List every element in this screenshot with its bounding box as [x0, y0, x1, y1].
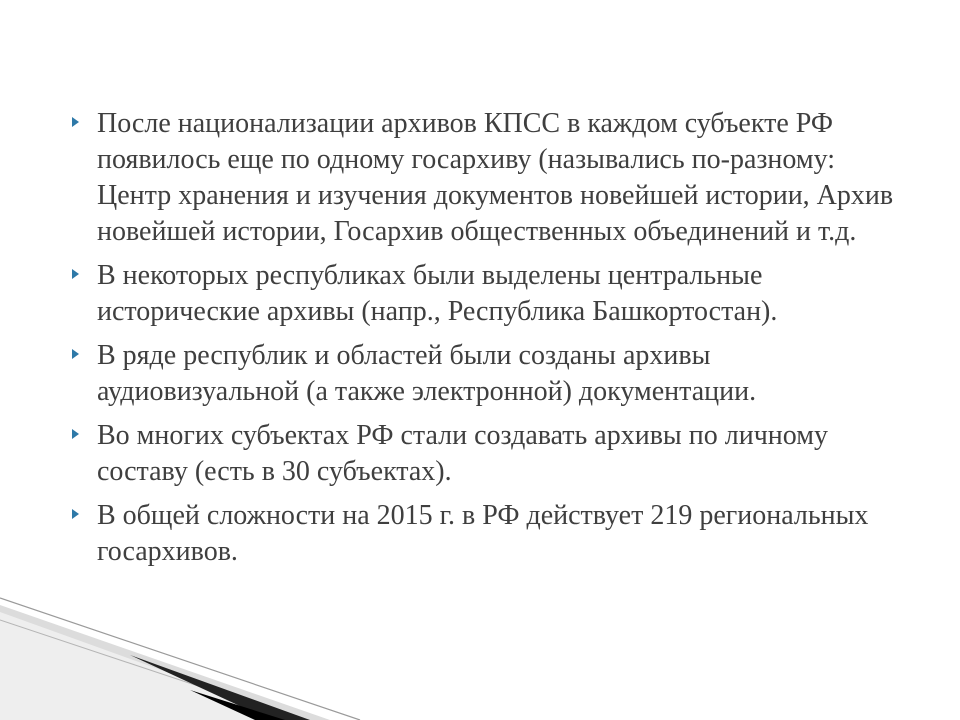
bullet-text: В некоторых республиках были выделены центральные исторические архивы (напр., Республика Башкортостан). [97, 260, 778, 327]
bullet-item [70, 106, 900, 250]
bullet-item [70, 338, 900, 410]
bullet-item [70, 418, 900, 490]
bullet-text: После национализации архивов КПСС в каждом субъекте РФ появилось еще по одному госархиву (назывались по-разному: Центр хранения и изучения документов новейшей истории, Архив новейшей истории, Госархив общественных объединений и т.д. [97, 108, 894, 247]
bullet-item [70, 258, 900, 330]
bullet-text: В общей сложности на 2015 г. в РФ действует 219 региональных госархивов. [97, 500, 869, 567]
bullet-arrow-icon [72, 269, 79, 279]
bullet-arrow-icon [72, 349, 79, 359]
bullet-arrow-icon [72, 509, 79, 519]
bullet-text: Во многих субъектах РФ стали создавать архивы по личному составу (есть в 30 субъектах). [97, 420, 828, 487]
bullet-arrow-icon [72, 429, 79, 439]
bullet-item [70, 498, 900, 570]
bullet-text: В ряде республик и областей были созданы архивы аудиовизуальной (а также электронной) документации. [97, 340, 757, 407]
bullet-list [70, 106, 900, 578]
bullet-arrow-icon [72, 117, 79, 127]
